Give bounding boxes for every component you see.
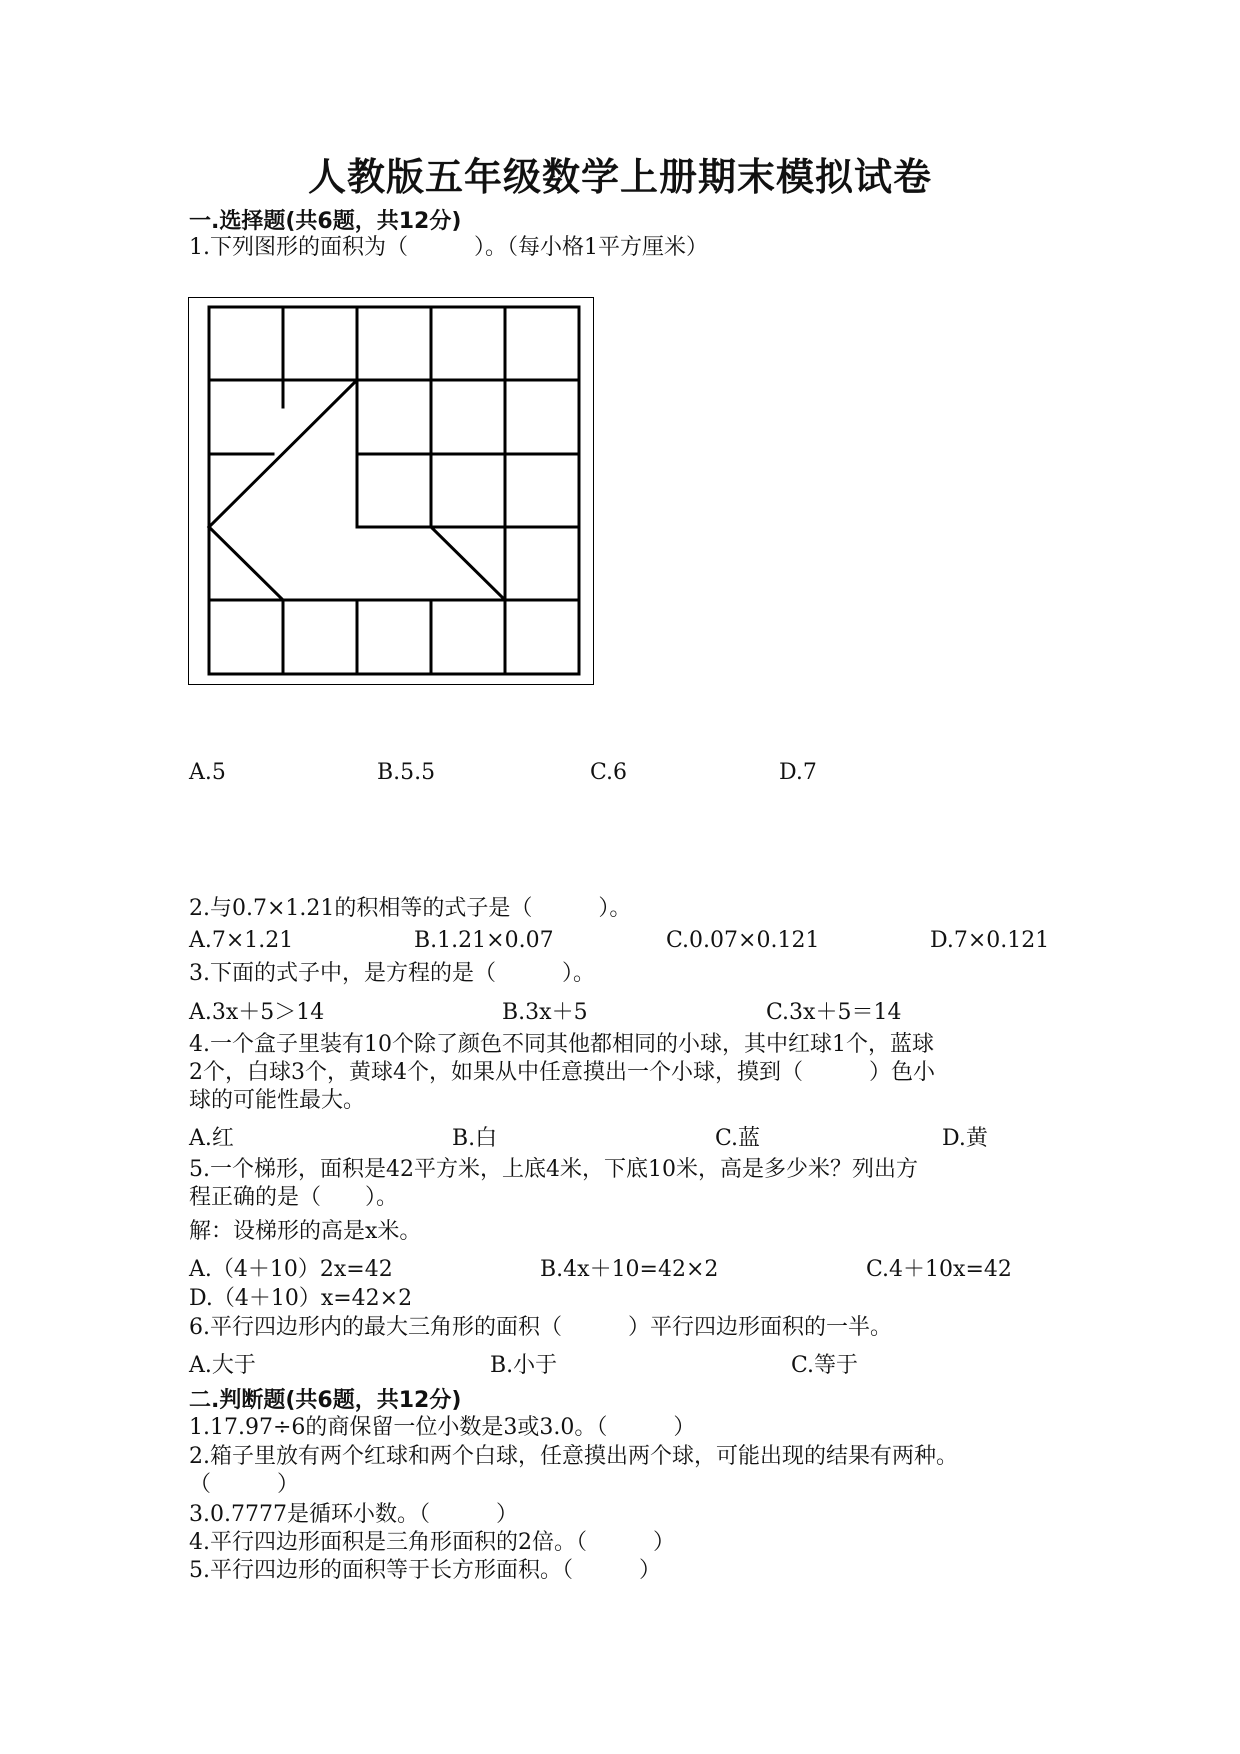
- question-4-line-1: 4.一个盒子里装有10个除了颜色不同其他都相同的小球，其中红球1个，蓝球: [189, 1032, 934, 1057]
- q1-option-d[interactable]: D.7: [779, 760, 817, 785]
- section-2-heading: 二.判断题(共6题，共12分): [189, 1388, 462, 1413]
- judge-item-4: 4.平行四边形面积是三角形面积的2倍。（ ）: [189, 1530, 675, 1555]
- judge-item-3: 3.0.7777是循环小数。（ ）: [189, 1502, 518, 1527]
- judge-item-1: 1.17.97÷6的商保留一位小数是3或3.0。（ ）: [189, 1415, 696, 1440]
- judge-item-5: 5.平行四边形的面积等于长方形面积。（ ）: [189, 1558, 661, 1583]
- question-5-line-1: 5.一个梯形，面积是42平方米，上底4米，下底10米，高是多少米？列出方: [189, 1157, 918, 1182]
- q6-option-b[interactable]: B.小于: [490, 1353, 558, 1378]
- question-1-grid-figure: [188, 297, 594, 685]
- shape-edge-bottom-left: [209, 527, 283, 600]
- section-1-heading: 一.选择题(共6题，共12分): [189, 209, 462, 234]
- q5-option-a[interactable]: A.（4＋10）2x=42: [189, 1257, 393, 1282]
- q4-option-a[interactable]: A.红: [189, 1126, 234, 1151]
- question-2-text: 2.与0.7×1.21的积相等的式子是（ ）。: [189, 896, 632, 921]
- question-3-text: 3.下面的式子中，是方程的是（ ）。: [189, 961, 595, 986]
- question-4-line-3: 球的可能性最大。: [189, 1088, 366, 1113]
- q4-option-d[interactable]: D.黄: [942, 1126, 988, 1151]
- q2-option-a[interactable]: A.7×1.21: [189, 928, 294, 953]
- q2-option-d[interactable]: D.7×0.121: [930, 928, 1050, 953]
- q2-option-c[interactable]: C.0.07×0.121: [666, 928, 820, 953]
- page-title: 人教版五年级数学上册期末模拟试卷: [307, 154, 932, 199]
- grid-outer-border: [209, 307, 579, 674]
- question-5-line-2: 程正确的是（ ）。: [189, 1185, 399, 1210]
- q5-option-c[interactable]: C.4＋10x=42: [866, 1257, 1012, 1282]
- q6-option-a[interactable]: A.大于: [189, 1353, 256, 1378]
- q6-option-c[interactable]: C.等于: [791, 1353, 859, 1378]
- question-5-line-3: 解：设梯形的高是x米。: [189, 1219, 422, 1244]
- q3-option-c[interactable]: C.3x＋5＝14: [766, 1000, 902, 1025]
- question-6-text: 6.平行四边形内的最大三角形的面积（ ）平行四边形面积的一半。: [189, 1315, 892, 1340]
- q5-option-d[interactable]: D.（4＋10）x=42×2: [189, 1286, 413, 1311]
- judge-item-2-bracket[interactable]: （ ）: [189, 1472, 300, 1497]
- shape-edge-right: [431, 527, 505, 600]
- q3-option-a[interactable]: A.3x＋5＞14: [189, 1000, 325, 1025]
- q3-option-b[interactable]: B.3x＋5: [502, 1000, 588, 1025]
- q4-option-c[interactable]: C.蓝: [715, 1126, 761, 1151]
- question-1-text: 1.下列图形的面积为（ ）。（每小格1平方厘米）: [189, 235, 708, 260]
- q1-option-c[interactable]: C.6: [590, 760, 628, 785]
- q1-option-b[interactable]: B.5.5: [377, 760, 436, 785]
- q2-option-b[interactable]: B.1.21×0.07: [414, 928, 554, 953]
- q1-option-a[interactable]: A.5: [189, 760, 226, 785]
- judge-item-2: 2.箱子里放有两个红球和两个白球，任意摸出两个球，可能出现的结果有两种。: [189, 1444, 958, 1469]
- q4-option-b[interactable]: B.白: [452, 1126, 498, 1151]
- question-4-line-2: 2个，白球3个，黄球4个，如果从中任意摸出一个小球，摸到（ ）色小: [189, 1060, 935, 1085]
- q5-option-b[interactable]: B.4x＋10=42×2: [540, 1257, 719, 1282]
